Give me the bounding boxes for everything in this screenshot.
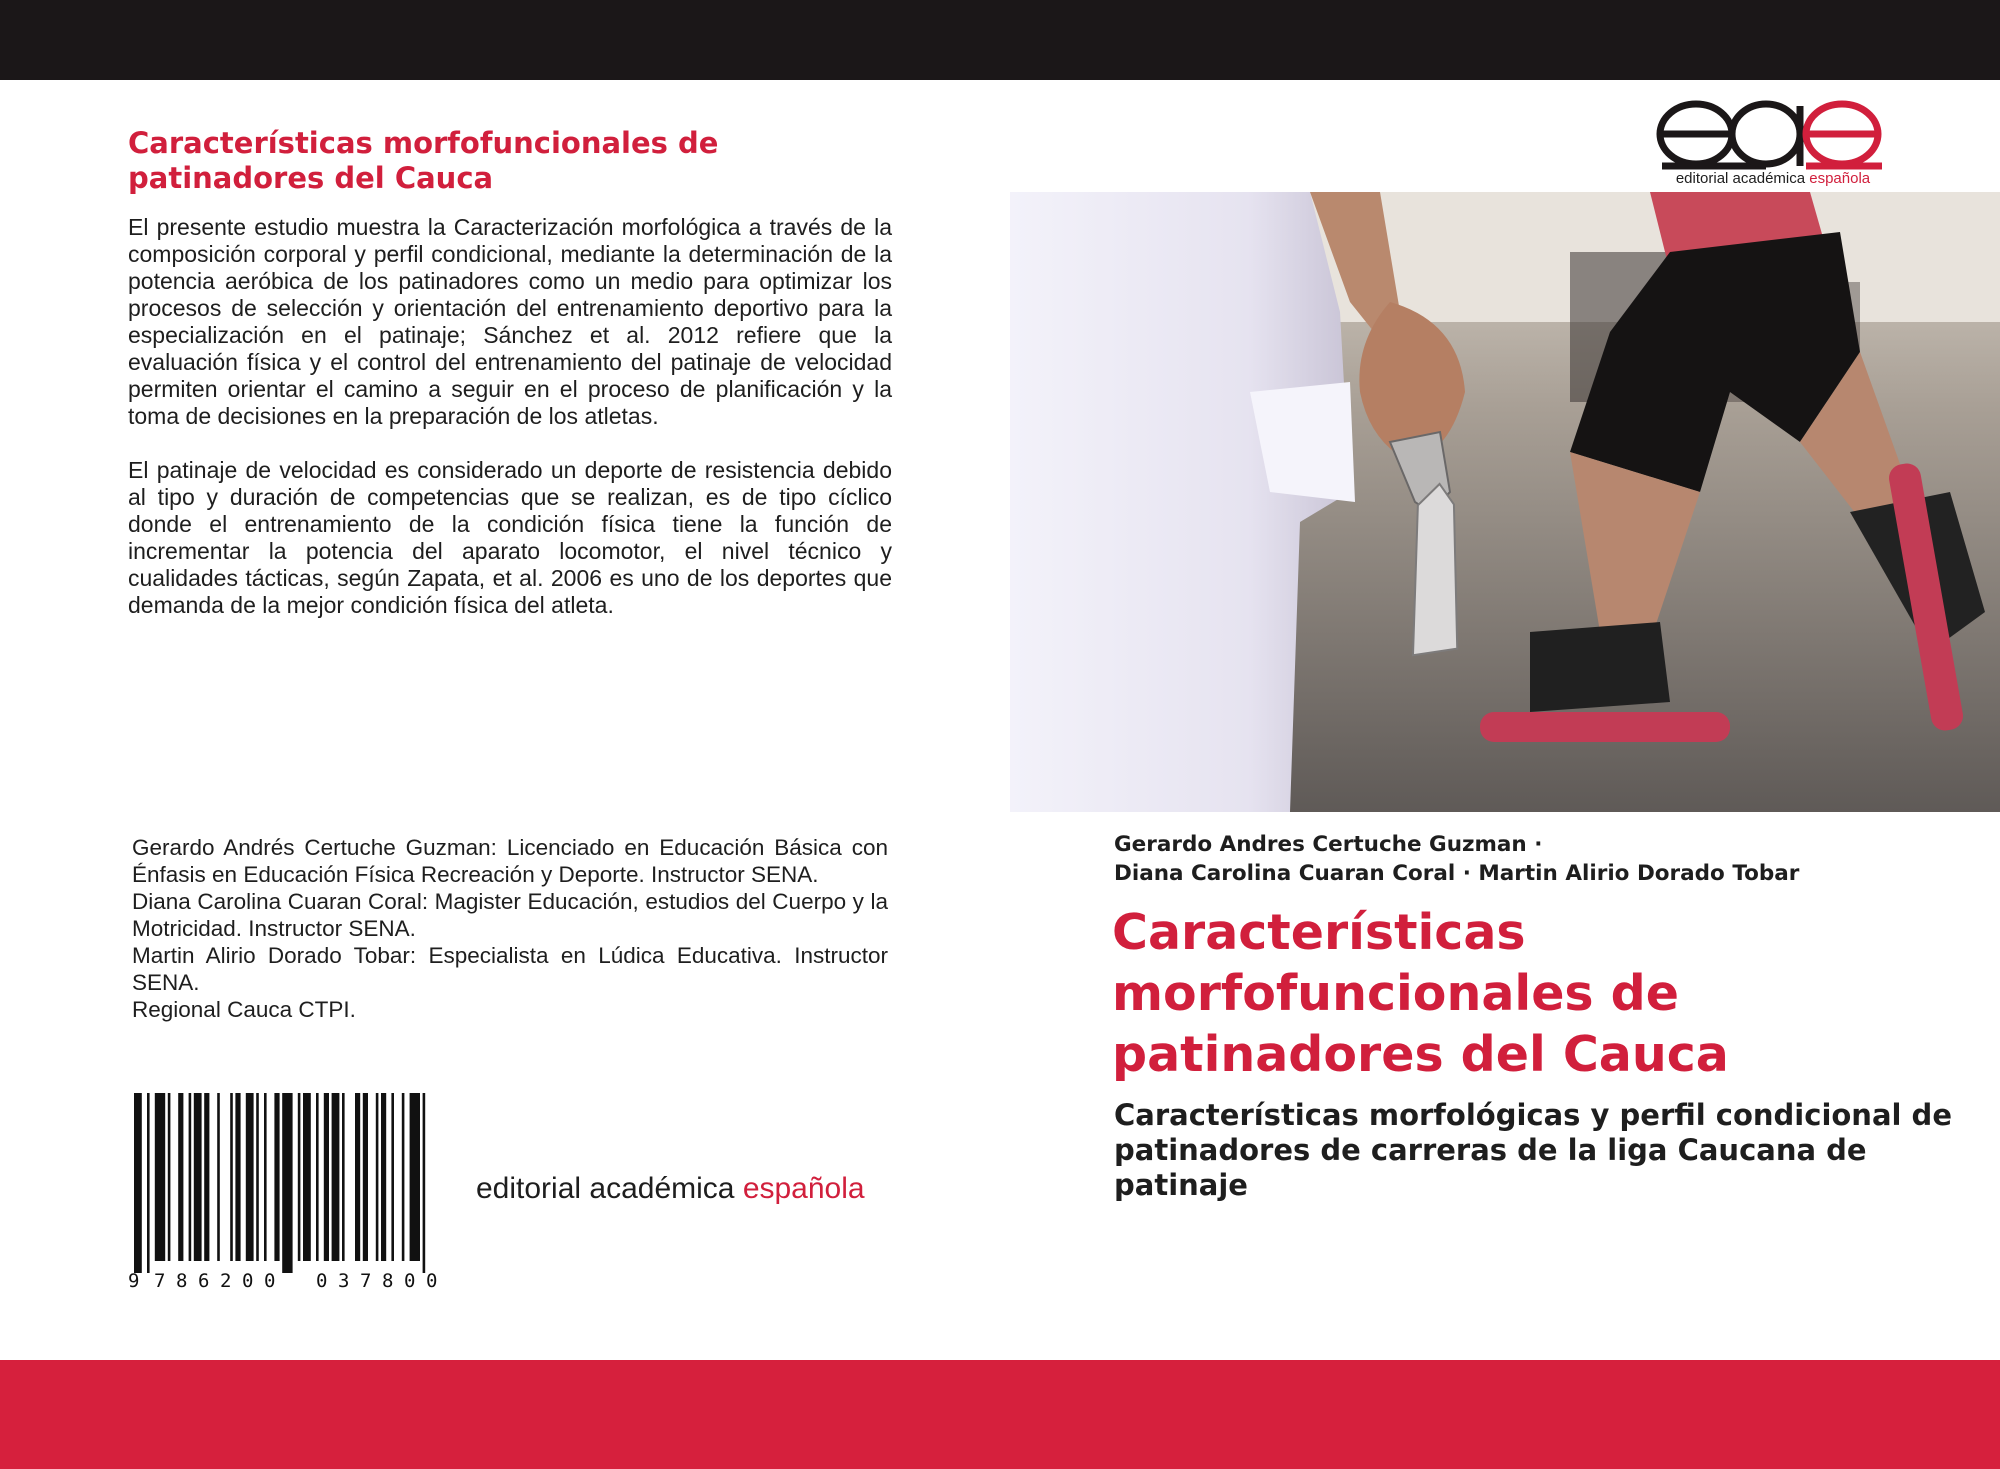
back-cover-paragraph-2: El patinaje de velocidad es considerado un deporte de resistencia debido al tipo y duración de competencias que se realizan, es de tipo cíclico donde el entrenamiento de la condición física tiene la función de incrementar la potencia del aparato locomotor, el nivel técnico y cualidades tácticas, según Zapata, et al. 2006 es uno de los deportes que demanda de la mejor condición física del atleta.: [128, 457, 892, 618]
barcode-bar: [194, 1093, 202, 1261]
publisher-accent-text: española: [742, 1172, 865, 1205]
barcode-bar: [264, 1093, 267, 1261]
barcode-bar: [147, 1093, 150, 1273]
logo-caption: [1660, 170, 1886, 187]
barcode-bar: [298, 1093, 301, 1261]
isbn-digit: 0: [404, 1270, 416, 1290]
publisher-name-back: [476, 1172, 865, 1206]
isbn-digit: 9: [128, 1270, 140, 1290]
barcode-bar: [178, 1093, 183, 1261]
bio-regional: Regional Cauca CTPI.: [132, 997, 356, 1022]
isbn-digit: 8: [176, 1270, 188, 1290]
author-bios: [132, 834, 888, 1023]
barcode-bar: [235, 1093, 240, 1261]
barcode-bar: [274, 1093, 279, 1261]
barcode-bar: [423, 1093, 426, 1273]
isbn-digit: 0: [426, 1270, 438, 1290]
barcode-bar: [363, 1093, 368, 1261]
barcode-bar: [303, 1093, 311, 1261]
front-cover-subtitle: Características morfológicas y perfil condicional de patinadores de carreras de la liga Caucana de patinaje: [1114, 1098, 1952, 1202]
isbn-digit: 2: [220, 1270, 232, 1290]
barcode-bar: [246, 1093, 254, 1261]
isbn-digit: 7: [154, 1270, 166, 1290]
barcode-bar: [332, 1093, 340, 1261]
isbn-digit: 3: [338, 1270, 350, 1290]
isbn-digit: 7: [360, 1270, 372, 1290]
barcode-bar: [355, 1093, 360, 1261]
barcode-bar: [134, 1093, 142, 1273]
authors-line-2: Diana Carolina Cuaran Coral · Martin Alirio Dorado Tobar: [1114, 861, 1800, 886]
back-cover-paragraph-1: El presente estudio muestra la Caracterización morfológica a través de la composición corporal y perfil condicional, mediante la determinación de la potencia aeróbica de los patinadores como un medio para optimizar los procesos de selección y orientación del entrenamiento deportivo para la especialización en el patinaje; Sánchez et al. 2012 refiere que la evaluación física y el control del entrenamiento del patinaje de velocidad permiten orientar el camino a seguir en el proceso de planificación y la toma de decisiones en la preparación de los atletas.: [128, 214, 892, 429]
barcode-bar: [230, 1093, 233, 1261]
front-cover-title: Características morfofuncionales de patinadores del Cauca: [1112, 904, 1729, 1083]
isbn-barcode: [128, 1093, 460, 1290]
barcode-bar: [342, 1093, 345, 1261]
bottom-band: [0, 1360, 2000, 1469]
top-band: [0, 0, 2000, 80]
barcode-bar: [376, 1093, 379, 1261]
isbn-digit: 0: [264, 1270, 276, 1290]
barcode-bar: [391, 1093, 394, 1261]
publisher-main-text: editorial académica: [476, 1172, 743, 1205]
barcode-bar: [168, 1093, 171, 1261]
cover-photo: [1010, 192, 2000, 812]
barcode-bar: [282, 1093, 292, 1273]
barcode-bar: [410, 1093, 420, 1261]
barcode-bar: [155, 1093, 165, 1261]
barcode-bar: [256, 1093, 259, 1261]
logo-caption-main: editorial académica: [1675, 170, 1810, 187]
barcode-bar: [189, 1093, 192, 1261]
bio-dorado: Martin Alirio Dorado Tobar: Especialista en Lúdica Educativa. Instructor SENA.: [132, 943, 888, 995]
isbn-digit: 0: [316, 1270, 328, 1290]
bio-cuaran: Diana Carolina Cuaran Coral: Magister Educación, estudios del Cuerpo y la Motricidad. Instructor SENA.: [132, 889, 888, 941]
authors-line-1: Gerardo Andres Certuche Guzman ·: [1114, 832, 1543, 857]
front-authors: [1114, 830, 1974, 888]
logo-caption-accent: española: [1809, 170, 1871, 187]
isbn-digit: 6: [198, 1270, 210, 1290]
barcode-bar: [402, 1093, 405, 1261]
barcode-bar: [217, 1093, 220, 1261]
isbn-digit: 8: [382, 1270, 394, 1290]
barcode-bar: [204, 1093, 209, 1261]
barcode-bar: [381, 1093, 386, 1261]
isbn-digit: 0: [242, 1270, 254, 1290]
back-cover-title: Características morfofuncionales de patinadores del Cauca: [128, 126, 719, 195]
bio-certuche: Gerardo Andrés Certuche Guzman: Licenciado en Educación Básica con Énfasis en Educación Física Recreación y Deporte. Instructor SENA.: [132, 835, 888, 887]
barcode-bar: [316, 1093, 319, 1261]
barcode-bar: [324, 1093, 329, 1261]
